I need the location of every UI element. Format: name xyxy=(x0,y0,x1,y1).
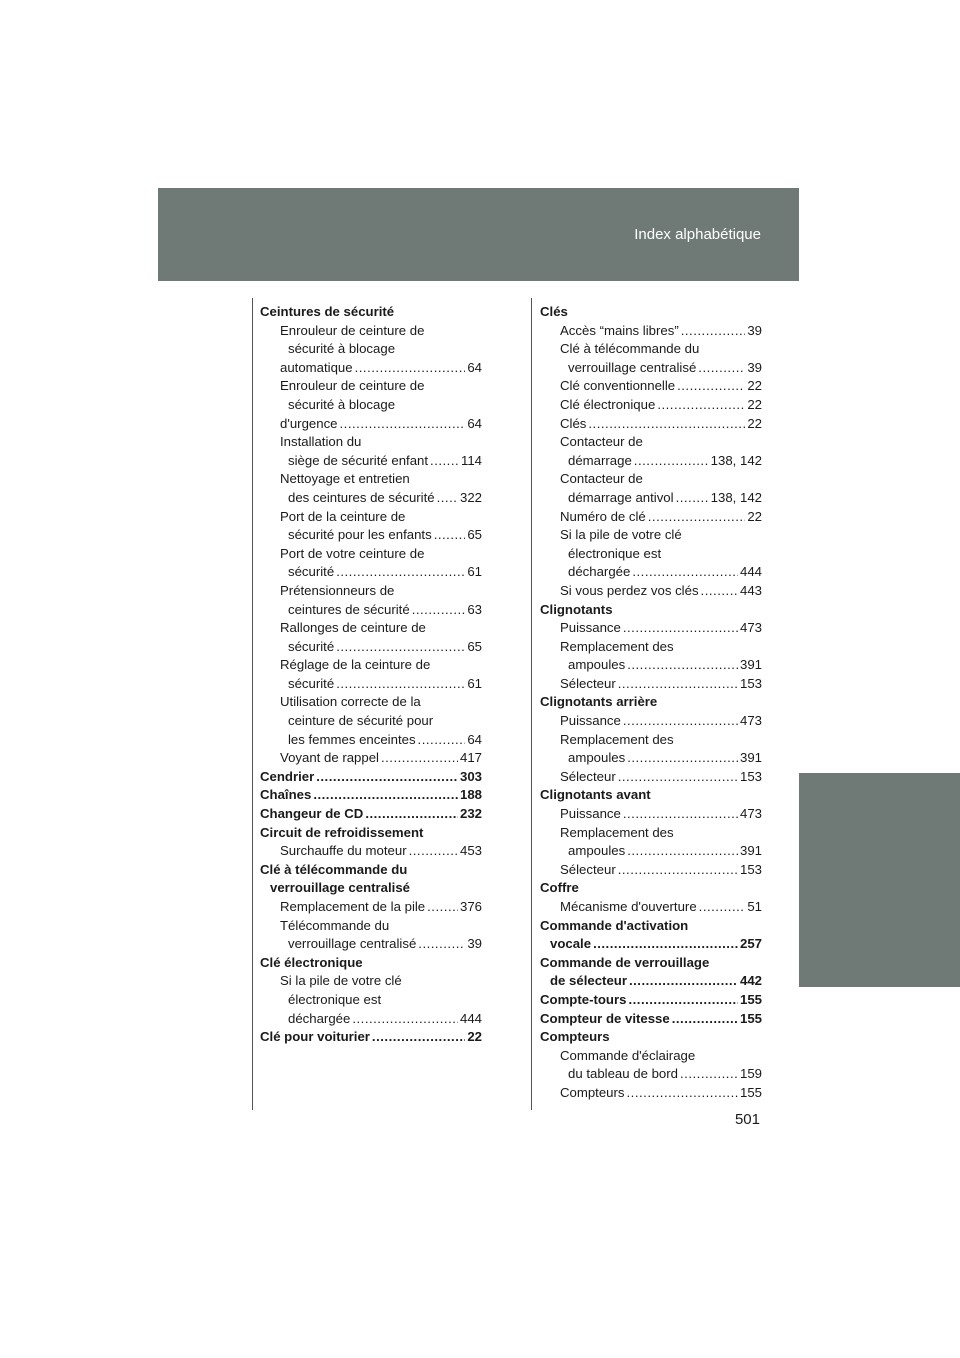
index-entry-leader xyxy=(418,731,466,750)
index-entry-text: Contacteur de xyxy=(560,434,643,450)
index-entry-text: Sélecteur xyxy=(560,861,616,877)
index-entry-leader xyxy=(381,749,458,768)
index-entry xyxy=(540,842,762,861)
index-entry-text: Commande d'activation xyxy=(540,917,689,933)
index-entry-page: 155 xyxy=(739,1010,762,1026)
index-entry xyxy=(540,693,762,712)
index-entry-text: Compteurs xyxy=(560,1084,625,1100)
index-entry-page: 138, 142 xyxy=(710,452,762,468)
index-entry-text: Voyant de rappel xyxy=(280,750,379,766)
index-entry-page: 22 xyxy=(747,508,762,524)
index-entry xyxy=(260,656,482,675)
index-entry-text: Contacteur de xyxy=(560,471,643,487)
index-entry-leader xyxy=(627,1084,738,1103)
index-entry xyxy=(260,582,482,601)
index-entry-text: Commande de verrouillage xyxy=(540,954,710,970)
index-entry-leader xyxy=(593,935,738,954)
index-entry xyxy=(540,1010,762,1029)
index-entry-leader xyxy=(427,898,458,917)
index-entry-page: 257 xyxy=(739,936,762,952)
index-entry-leader xyxy=(352,1010,458,1029)
index-entry xyxy=(260,879,482,898)
index-entry xyxy=(540,470,762,489)
index-entry xyxy=(260,396,482,415)
index-entry-page: 188 xyxy=(459,787,482,803)
index-entry-text: Rallonges de ceinture de xyxy=(280,620,426,636)
index-entry xyxy=(540,861,762,880)
index-entry-text: Compteur de vitesse xyxy=(540,1010,670,1026)
index-entry-text: Nettoyage et entretien xyxy=(280,471,410,487)
index-entry-text: déchargée xyxy=(288,1010,351,1026)
index-entry-text: sécurité à blocage xyxy=(288,341,396,357)
index-entry xyxy=(540,340,762,359)
index-entry-text: Port de votre ceinture de xyxy=(280,545,425,561)
index-entry xyxy=(260,452,482,471)
index-entry-page: 159 xyxy=(739,1066,762,1082)
index-entry-text: Clé à télécommande du xyxy=(260,861,408,877)
index-entry-text: Sélecteur xyxy=(560,675,616,691)
index-entry-page: 391 xyxy=(739,750,762,766)
index-entry-page: 138, 142 xyxy=(710,489,762,505)
index-entry xyxy=(540,377,762,396)
index-entry-page: 65 xyxy=(467,638,482,654)
index-entry xyxy=(540,712,762,731)
index-entry-text: verrouillage centralisé xyxy=(568,359,697,375)
index-entry-text: vocale xyxy=(550,936,592,952)
index-entry-page: 61 xyxy=(467,564,482,580)
index-entry-page: 64 xyxy=(467,731,482,747)
index-entry-text: Clignotants avant xyxy=(540,787,651,803)
index-entry-leader xyxy=(699,898,746,917)
index-entry-text: ampoules xyxy=(568,843,626,859)
index-entry xyxy=(260,675,482,694)
index-entry-text: démarrage antivol xyxy=(568,489,674,505)
index-entry-text: Commande d'éclairage xyxy=(560,1047,696,1063)
index-entry-leader xyxy=(316,768,458,787)
index-entry xyxy=(260,1028,482,1047)
index-entry-text: ceintures de sécurité xyxy=(288,601,410,617)
index-entry xyxy=(540,917,762,936)
index-entry-text: Si la pile de votre clé xyxy=(280,973,402,989)
index-entry-page: 64 xyxy=(467,359,482,375)
index-entry xyxy=(260,768,482,787)
index-entry xyxy=(260,917,482,936)
index-entry-text: Remplacement de la pile xyxy=(280,899,426,914)
index-entry-page: 444 xyxy=(459,1010,482,1026)
index-entry-page: 473 xyxy=(739,806,762,822)
index-entry xyxy=(260,786,482,805)
index-entry-text: Utilisation correcte de la xyxy=(280,694,421,710)
index-entry xyxy=(540,601,762,620)
index-entry xyxy=(540,545,762,564)
index-entry xyxy=(260,861,482,880)
index-entry xyxy=(540,303,762,322)
index-entry-page: 155 xyxy=(739,991,762,1007)
index-column-left xyxy=(260,303,482,1047)
index-entry-text: démarrage xyxy=(568,452,632,468)
index-entry-leader xyxy=(437,489,458,508)
index-entry-page: 417 xyxy=(459,750,482,766)
index-entry xyxy=(540,1084,762,1103)
index-entry xyxy=(260,322,482,341)
index-entry xyxy=(260,601,482,620)
index-entry-text: ampoules xyxy=(568,750,626,766)
side-tab-marker xyxy=(799,773,960,987)
index-entry-leader xyxy=(355,359,466,378)
index-entry xyxy=(260,731,482,750)
index-entry-page: 232 xyxy=(459,806,482,822)
index-entry-text: ampoules xyxy=(568,657,626,673)
index-entry-text: Clé à télécommande du xyxy=(560,341,700,357)
index-entry xyxy=(260,824,482,843)
index-entry-text: sécurité à blocage xyxy=(288,396,396,412)
index-entry-leader xyxy=(313,786,458,805)
index-entry-text: Sélecteur xyxy=(560,768,616,784)
index-entry-page: 443 xyxy=(739,582,762,598)
index-entry-leader xyxy=(430,452,459,471)
index-entry-leader xyxy=(701,582,738,601)
index-entry-text: siège de sécurité enfant xyxy=(288,452,429,468)
index-entry-leader xyxy=(632,563,738,582)
index-entry-text: ceinture de sécurité pour xyxy=(288,713,434,729)
index-entry xyxy=(540,582,762,601)
index-entry-text: déchargée xyxy=(568,564,631,580)
index-entry-text: Si la pile de votre clé xyxy=(560,527,682,543)
index-entry-leader xyxy=(634,452,709,471)
index-entry-leader xyxy=(629,972,738,991)
index-entry xyxy=(540,749,762,768)
index-entry xyxy=(260,526,482,545)
index-entry-leader xyxy=(340,415,466,434)
index-entry-text: Chaînes xyxy=(260,787,312,803)
index-entry-text: Clé conventionnelle xyxy=(560,378,676,394)
index-entry xyxy=(540,415,762,434)
index-entry xyxy=(540,322,762,341)
index-entry xyxy=(260,433,482,452)
index-entry-text: Ceintures de sécurité xyxy=(260,304,395,319)
index-entry xyxy=(260,489,482,508)
index-entry-text: verrouillage centralisé xyxy=(270,880,411,896)
index-entry-text: Enrouleur de ceinture de xyxy=(280,322,425,338)
index-entry-leader xyxy=(648,508,746,527)
index-entry xyxy=(260,638,482,657)
index-entry-page: 39 xyxy=(467,936,482,952)
index-entry-page: 39 xyxy=(747,359,762,375)
index-entry-text: Numéro de clé xyxy=(560,508,646,524)
index-entry xyxy=(260,377,482,396)
index-entry-text: Accès “mains libres” xyxy=(560,322,679,338)
index-entry-page: 114 xyxy=(460,452,482,468)
index-entry xyxy=(260,935,482,954)
index-entry xyxy=(540,656,762,675)
index-entry-text: du tableau de bord xyxy=(568,1066,678,1082)
index-entry xyxy=(260,303,482,322)
index-entry xyxy=(540,619,762,638)
index-entry-page: 391 xyxy=(739,657,762,673)
index-entry-page: 39 xyxy=(747,322,762,338)
index-entry-text: Clé électronique xyxy=(260,954,363,970)
index-entry xyxy=(260,749,482,768)
index-entry xyxy=(540,526,762,545)
index-entry-leader xyxy=(623,712,738,731)
index-entry xyxy=(540,359,762,378)
index-entry-leader xyxy=(336,638,465,657)
index-entry-page: 22 xyxy=(747,396,762,412)
index-entry-page: 453 xyxy=(459,843,482,859)
index-entry-leader xyxy=(618,768,738,787)
index-entry-leader xyxy=(412,601,466,620)
index-entry xyxy=(540,1065,762,1084)
index-entry-page: 61 xyxy=(467,675,482,691)
index-entry-text: Clignotants arrière xyxy=(540,694,658,710)
index-entry xyxy=(540,452,762,471)
index-entry xyxy=(260,340,482,359)
index-entry-text: Puissance xyxy=(560,620,621,636)
index-entry-text: Coffre xyxy=(540,880,579,896)
index-entry xyxy=(540,1028,762,1047)
index-entry-text: Puissance xyxy=(560,806,621,822)
index-entry-leader xyxy=(627,749,738,768)
index-entry-text: Remplacement des xyxy=(560,638,674,654)
index-entry-leader xyxy=(677,377,745,396)
index-entry-text: des ceintures de sécurité xyxy=(288,489,435,505)
index-entry xyxy=(260,545,482,564)
index-entry-page: 303 xyxy=(459,768,482,784)
index-entry-text: Compte-tours xyxy=(540,991,627,1007)
index-entry-page: 322 xyxy=(459,489,482,505)
index-entry-leader xyxy=(372,1028,465,1047)
index-entry xyxy=(540,954,762,973)
index-entry-page: 22 xyxy=(747,378,762,394)
index-entry xyxy=(260,693,482,712)
index-entry xyxy=(260,359,482,378)
index-entry-leader xyxy=(618,675,738,694)
index-entry-text: d'urgence xyxy=(280,415,338,431)
index-entry xyxy=(540,972,762,991)
index-entry-page: 376 xyxy=(459,899,482,914)
index-entry xyxy=(260,508,482,527)
index-entry xyxy=(540,396,762,415)
index-entry xyxy=(540,638,762,657)
index-entry-text: Compteurs xyxy=(540,1029,610,1045)
index-column-right xyxy=(540,303,762,1103)
index-entry-leader xyxy=(623,805,738,824)
index-entry xyxy=(260,972,482,991)
index-entry-page: 22 xyxy=(747,415,762,431)
index-entry xyxy=(540,935,762,954)
index-entry-page: 391 xyxy=(739,843,762,859)
index-entry xyxy=(540,824,762,843)
index-entry xyxy=(260,954,482,973)
index-entry xyxy=(260,712,482,731)
index-entry-page: 153 xyxy=(739,675,762,691)
index-entry-text: électronique est xyxy=(288,991,382,1007)
index-entry xyxy=(260,842,482,861)
index-entry xyxy=(540,786,762,805)
index-entry-text: Installation du xyxy=(280,434,362,450)
index-entry-text: verrouillage centralisé xyxy=(288,936,417,952)
page-header-title: Index alphabétique xyxy=(634,226,761,243)
index-entry-text: Clignotants xyxy=(540,601,613,617)
index-entry xyxy=(540,805,762,824)
index-entry xyxy=(260,805,482,824)
index-entry-text: Port de la ceinture de xyxy=(280,508,406,524)
index-entry-text: Cendrier xyxy=(260,768,315,784)
index-entry-text: électronique est xyxy=(568,545,662,561)
index-entry-leader xyxy=(623,619,738,638)
index-entry-text: sécurité xyxy=(288,675,335,691)
index-entry xyxy=(260,619,482,638)
index-entry-text: les femmes enceintes xyxy=(288,731,416,747)
index-entry-leader xyxy=(418,935,465,954)
index-entry-leader xyxy=(336,675,465,694)
index-entry-text: Clés xyxy=(560,415,587,431)
index-entry-page: 444 xyxy=(739,564,762,580)
index-entry-text: automatique xyxy=(280,359,353,375)
index-entry-text: Remplacement des xyxy=(560,731,674,747)
index-entry xyxy=(540,489,762,508)
index-entry-text: Enrouleur de ceinture de xyxy=(280,378,425,394)
index-entry xyxy=(260,898,482,917)
left-column-rule xyxy=(252,298,253,1110)
index-entry-page: 153 xyxy=(739,768,762,784)
index-entry-leader xyxy=(365,805,458,824)
index-entry-leader xyxy=(627,656,738,675)
index-entry xyxy=(260,991,482,1010)
index-entry-page: 473 xyxy=(739,620,762,636)
index-entry xyxy=(540,898,762,917)
index-entry-leader xyxy=(676,489,709,508)
index-entry-text: Circuit de refroidissement xyxy=(260,824,424,840)
page-number: 501 xyxy=(734,1111,760,1128)
index-entry-leader xyxy=(657,396,745,415)
index-entry-page: 442 xyxy=(739,973,762,989)
index-entry-page: 51 xyxy=(747,899,762,914)
index-entry xyxy=(260,563,482,582)
index-entry-page: 63 xyxy=(467,601,482,617)
index-entry xyxy=(540,1047,762,1066)
index-entry xyxy=(540,731,762,750)
index-entry-leader xyxy=(680,1065,738,1084)
index-entry xyxy=(260,1010,482,1029)
index-entry-text: sécurité pour les enfants xyxy=(288,527,432,543)
index-entry-text: Changeur de CD xyxy=(260,806,364,822)
index-entry-text: Mécanisme d'ouverture xyxy=(560,899,697,914)
index-entry xyxy=(540,675,762,694)
index-entry xyxy=(260,415,482,434)
index-entry-text: Clé électronique xyxy=(560,396,656,412)
index-entry xyxy=(540,433,762,452)
index-entry-page: 153 xyxy=(739,861,762,877)
index-entry-page: 473 xyxy=(739,713,762,729)
index-entry-text: sécurité xyxy=(288,638,335,654)
index-entry-text: de sélecteur xyxy=(550,973,627,989)
index-entry-text: Réglage de la ceinture de xyxy=(280,657,431,673)
index-entry-leader xyxy=(336,563,465,582)
index-entry-text: Prétensionneurs de xyxy=(280,582,395,598)
index-entry-text: Clés xyxy=(540,304,568,319)
index-entry-leader xyxy=(627,842,738,861)
index-entry-text: Remplacement des xyxy=(560,824,674,840)
index-entry-leader xyxy=(698,359,745,378)
index-entry xyxy=(260,470,482,489)
index-entry xyxy=(540,879,762,898)
index-entry-leader xyxy=(681,322,746,341)
index-entry-page: 155 xyxy=(739,1084,762,1100)
index-entry xyxy=(540,768,762,787)
index-entry-text: sécurité xyxy=(288,564,335,580)
index-entry-leader xyxy=(628,991,738,1010)
index-entry-text: Si vous perdez vos clés xyxy=(560,582,699,598)
index-entry-page: 64 xyxy=(467,415,482,431)
index-entry-leader xyxy=(672,1010,738,1029)
index-entry-text: Clé pour voiturier xyxy=(260,1029,370,1045)
index-entry-leader xyxy=(588,415,745,434)
index-entry-leader xyxy=(409,842,458,861)
header-band xyxy=(158,188,799,281)
index-entry-text: Puissance xyxy=(560,713,621,729)
index-entry xyxy=(540,508,762,527)
index-entry xyxy=(540,563,762,582)
index-entry-page: 65 xyxy=(467,527,482,543)
right-column-rule xyxy=(531,298,532,1110)
index-entry-text: Télécommande du xyxy=(280,917,390,933)
index-entry-page: 22 xyxy=(467,1029,482,1045)
index-entry-leader xyxy=(618,861,738,880)
index-entry xyxy=(540,991,762,1010)
index-entry-text: Surchauffe du moteur xyxy=(280,843,407,859)
index-entry-leader xyxy=(434,526,466,545)
